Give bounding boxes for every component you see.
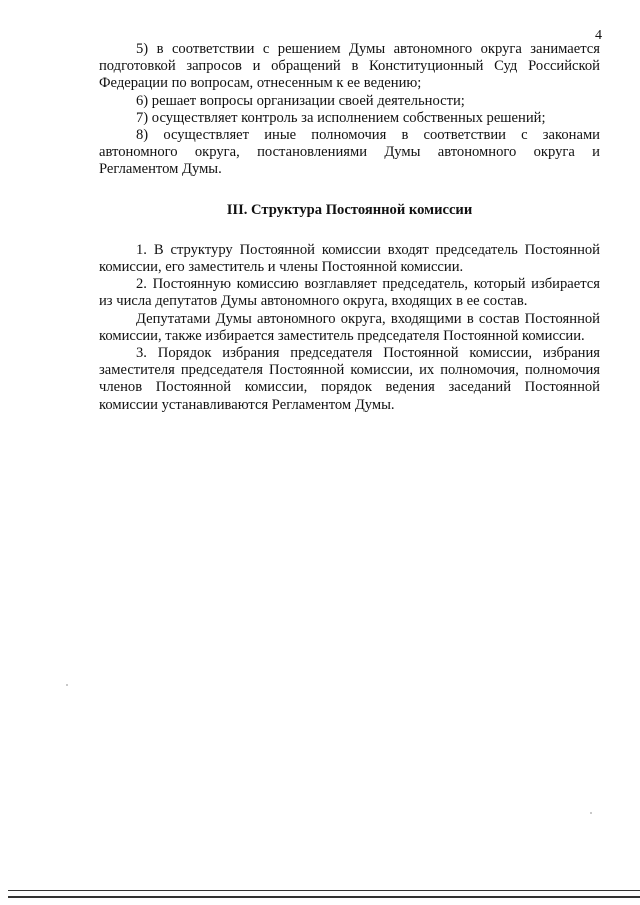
section-paragraph-2: 2. Постоянную комиссию возглавляет председатель, который избирается из числа депутатов Думы автономного округа, входящих в ее состав.: [99, 276, 600, 310]
scan-speck: [66, 684, 68, 686]
list-item-8: 8) осуществляет иные полномочия в соответствии с законами автономного округа, постановлениями Думы автономного округа и Регламентом Думы.: [99, 127, 600, 178]
page-number: 4: [595, 28, 602, 43]
scan-speck: [590, 812, 592, 814]
section-paragraph-4: 3. Порядок избрания председателя Постоянной комиссии, избрания заместителя председателя Постоянной комиссии, их полномочия, полномочия членов Постоянной комиссии, порядок ведения заседаний Постоянной комиссии устанавливаются Регламентом Думы.: [99, 345, 600, 413]
section-heading: III. Структура Постоянной комиссии: [226, 201, 473, 218]
bottom-rule: [8, 896, 640, 898]
list-item-6: 6) решает вопросы организации своей деятельности;: [136, 92, 465, 109]
section-paragraph-3: Депутатами Думы автономного округа, входящими в состав Постоянной комиссии, также избирается заместитель председателя Постоянной комиссии.: [99, 310, 600, 344]
list-item-7: 7) осуществляет контроль за исполнением собственных решений;: [136, 109, 546, 126]
document-body: [99, 41, 600, 414]
section-paragraph-1: 1. В структуру Постоянной комиссии входят председатель Постоянной комиссии, его заместитель и члены Постоянной комиссии.: [99, 241, 600, 276]
list-item-5: 5) в соответствии с решением Думы автономного округа занимается подготовкой запросов и обращений в Конституционный Суд Российской Федерации по вопросам, отнесенным к ее ведению;: [99, 41, 600, 92]
bottom-rule: [8, 890, 640, 891]
